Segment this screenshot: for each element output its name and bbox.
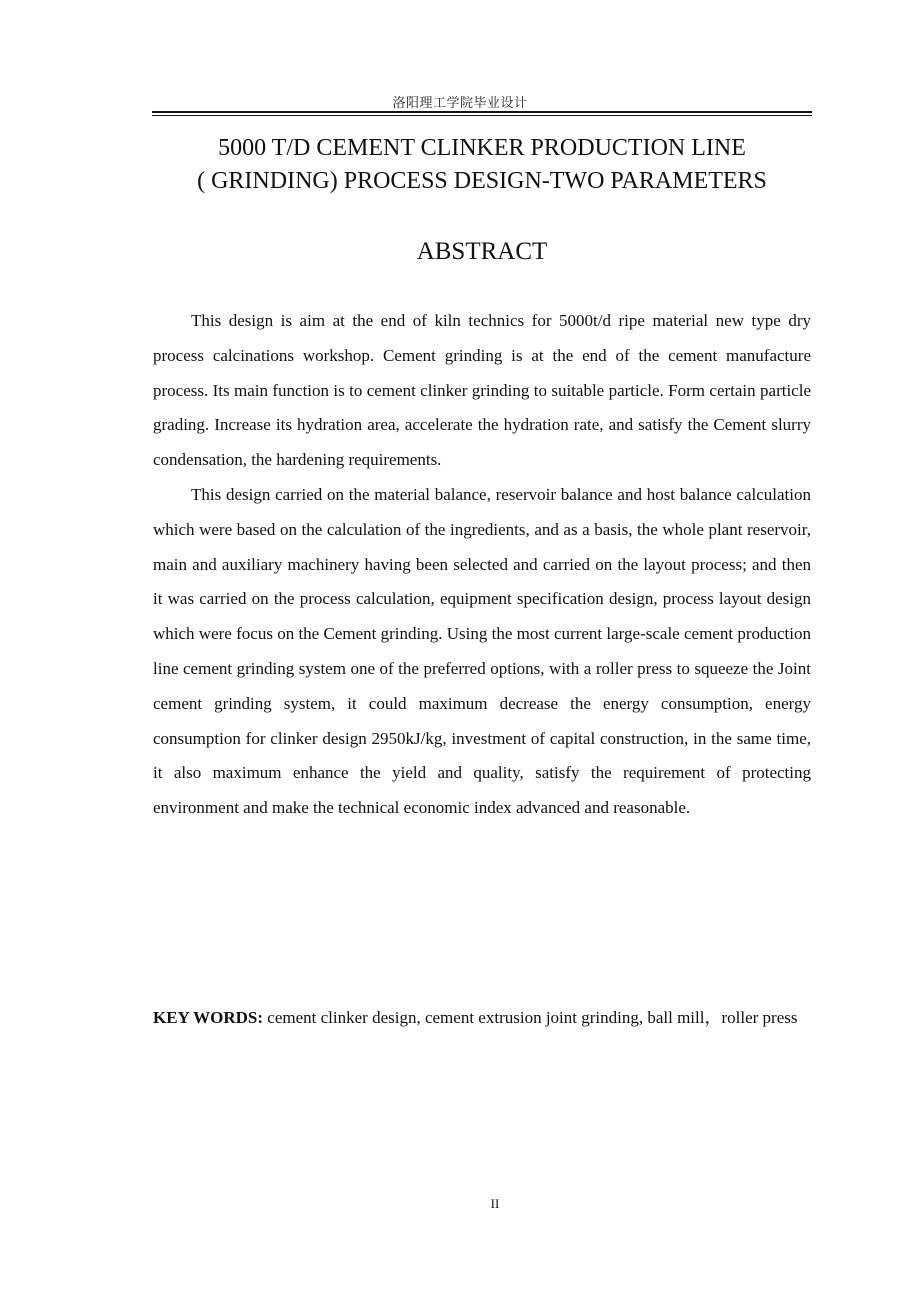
title-line-1: 5000 T/D CEMENT CLINKER PRODUCTION LINE xyxy=(218,135,746,161)
page-header: 洛阳理工学院毕业设计 xyxy=(392,96,528,111)
abstract-heading: ABSTRACT xyxy=(416,238,548,265)
keywords-label: KEY WORDS: xyxy=(153,1008,264,1027)
abstract-body xyxy=(153,304,811,826)
header-rule-thick xyxy=(152,111,812,113)
abstract-paragraph-2: This design carried on the material balance, reservoir balance and host balance calculation which were based on the calculation of the ingredients, and as a basis, the whole plant reservoir, main and auxiliary machinery having been selected and carried on the layout process; and then it was carried on the process calculation, equipment specification design, process layout design which were focus on the Cement grinding. Using the most current large-scale cement production line cement grinding system one of the preferred options, with a roller press to squeeze the Joint cement grinding system, it could maximum decrease the energy consumption, energy consumption for clinker design 2950kJ/kg, investment of capital construction, in the same time, it also maximum enhance the yield and quality, satisfy the requirement of protecting environment and make the technical economic index advanced and reasonable. xyxy=(153,484,811,818)
header-rule-thin xyxy=(152,115,812,116)
page-number: II xyxy=(490,1196,500,1211)
abstract-paragraph-1: This design is aim at the end of kiln technics for 5000t/d ripe material new type dry process calcinations workshop. Cement grinding is at the end of the cement manufacture process. Its main function is to cement clinker grinding to suitable particle. Form certain particle grading. Increase its hydration area, accelerate the hydration rate, and satisfy the Cement slurry condensation, the hardening requirements. xyxy=(153,311,811,470)
title-line-2: ( GRINDING) PROCESS DESIGN-TWO PARAMETERS xyxy=(197,168,767,194)
keywords-text: cement clinker design, cement extrusion joint grinding, ball mill，roller press xyxy=(263,1008,798,1027)
document-title xyxy=(100,132,864,198)
keywords xyxy=(153,1000,811,1035)
